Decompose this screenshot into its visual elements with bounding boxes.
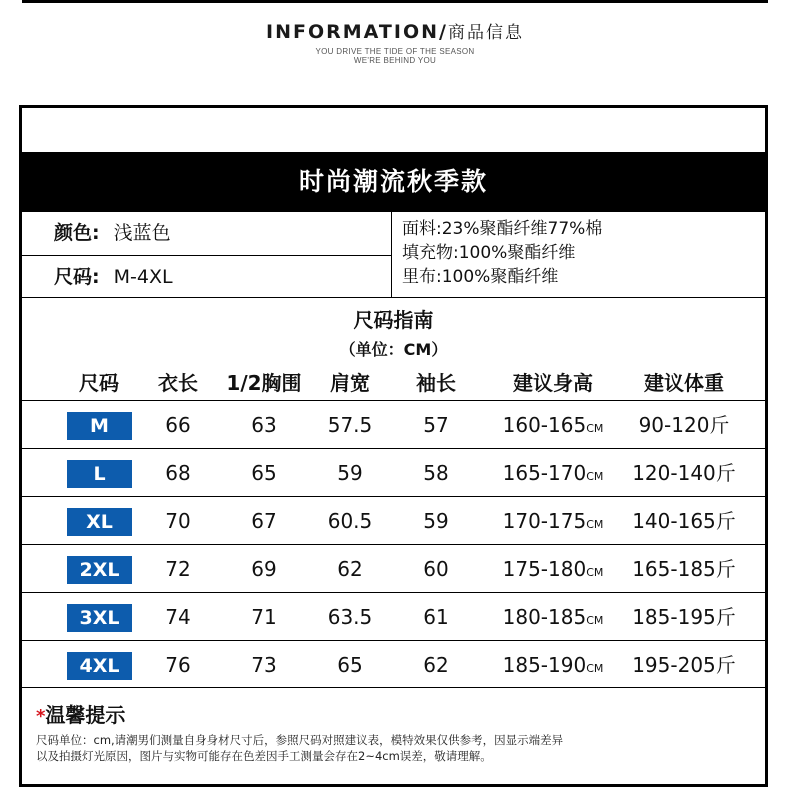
sleeve-cell: 60 [423, 557, 449, 581]
info-left [22, 212, 392, 298]
height-unit: CM [586, 662, 604, 675]
height-cell [493, 497, 613, 549]
height-unit: CM [586, 470, 604, 483]
chest-cell: 73 [251, 653, 277, 677]
table-row [22, 592, 765, 640]
season-banner: 时尚潮流秋季款 [22, 152, 765, 212]
header-length: 衣长 [158, 371, 198, 395]
sleeve-cell: 62 [423, 653, 449, 677]
shoulder-cell: 63.5 [327, 605, 373, 629]
filling-text: 填充物:100%聚酯纤维 [402, 243, 576, 263]
table-row [22, 448, 765, 496]
fabric-text: 面料:23%聚酯纤维77%棉 [402, 219, 603, 239]
tips-section [36, 699, 756, 764]
header [0, 18, 790, 65]
shoulder-cell: 62 [337, 557, 363, 581]
height-value: 185-190 [502, 653, 587, 677]
length-cell: 70 [165, 509, 191, 533]
weight-cell: 90-120斤 [638, 413, 730, 437]
height-value: 175-180 [502, 557, 587, 581]
tips-title [36, 699, 756, 728]
header-title-cn: 商品信息 [447, 23, 524, 43]
size-guide-unit: （单位：CM） [339, 340, 448, 359]
header-sub-line1: YOU DRIVE THE TIDE OF THE SEASON [315, 47, 475, 56]
chest-cell: 65 [251, 461, 277, 485]
chest-cell: 69 [251, 557, 277, 581]
size-badge: L [67, 460, 132, 488]
weight-cell: 165-185斤 [632, 557, 736, 581]
height-cell [493, 545, 613, 597]
header-title [0, 18, 790, 43]
tips-title-text: 温馨提示 [45, 703, 126, 727]
shoulder-cell: 57.5 [327, 413, 373, 437]
table-row [22, 640, 765, 688]
info-section [22, 212, 765, 298]
height-value: 160-165 [502, 413, 587, 437]
chest-cell: 63 [251, 413, 277, 437]
color-label: 颜色: [54, 222, 100, 244]
weight-cell: 120-140斤 [632, 461, 736, 485]
height-unit: CM [586, 614, 604, 627]
chest-cell: 67 [251, 509, 277, 533]
header-sleeve: 袖长 [416, 371, 456, 395]
top-rule [22, 0, 768, 3]
chest-cell: 71 [251, 605, 277, 629]
weight-cell: 185-195斤 [632, 605, 736, 629]
header-weight: 建议体重 [644, 371, 724, 395]
height-cell [493, 641, 613, 693]
header-shoulder: 肩宽 [330, 371, 370, 395]
sleeve-cell: 61 [423, 605, 449, 629]
size-badge: M [67, 412, 132, 440]
size-label: 尺码: [54, 266, 100, 288]
material-info [402, 217, 602, 289]
header-size: 尺码 [79, 371, 119, 395]
sleeve-cell: 59 [423, 509, 449, 533]
lining-text: 里布:100%聚酯纤维 [402, 267, 559, 287]
height-value: 165-170 [502, 461, 587, 485]
table-row [22, 496, 765, 544]
table-row [22, 544, 765, 592]
size-badge: 4XL [67, 652, 132, 680]
header-subtitle [0, 47, 790, 65]
table-row [22, 400, 765, 448]
height-cell [493, 449, 613, 501]
height-value: 170-175 [502, 509, 587, 533]
header-title-en: INFORMATION [266, 21, 439, 43]
color-value: 浅蓝色 [113, 222, 171, 244]
shoulder-cell: 65 [337, 653, 363, 677]
header-title-sep: / [439, 21, 448, 43]
header-height: 建议身高 [513, 371, 593, 395]
shoulder-cell: 59 [337, 461, 363, 485]
tips-body [36, 732, 756, 764]
length-cell: 68 [165, 461, 191, 485]
length-cell: 66 [165, 413, 191, 437]
height-cell [493, 401, 613, 453]
tips-line2: 以及拍摄灯光原因，图片与实物可能存在色差因手工测量会存在2~4cm误差，敬请理解。 [36, 749, 492, 763]
color-row [22, 212, 391, 255]
height-cell [493, 593, 613, 645]
length-cell: 76 [165, 653, 191, 677]
shoulder-cell: 60.5 [327, 509, 373, 533]
size-badge: 3XL [67, 604, 132, 632]
length-cell: 72 [165, 557, 191, 581]
height-unit: CM [586, 518, 604, 531]
sleeve-cell: 58 [423, 461, 449, 485]
height-value: 180-185 [502, 605, 587, 629]
weight-cell: 195-205斤 [632, 653, 736, 677]
size-badge: XL [67, 508, 132, 536]
height-unit: CM [586, 422, 604, 435]
size-range-value: M-4XL [113, 266, 173, 288]
sleeve-cell: 57 [423, 413, 449, 437]
weight-cell: 140-165斤 [632, 509, 736, 533]
size-guide-title: 尺码指南 [353, 308, 434, 332]
size-range-row [22, 255, 391, 298]
header-chest: 1/2胸围 [226, 371, 302, 395]
product-info-card [19, 105, 768, 787]
size-badge: 2XL [67, 556, 132, 584]
header-sub-line2: WE'RE BEHIND YOU [353, 56, 437, 65]
height-unit: CM [586, 566, 604, 579]
length-cell: 74 [165, 605, 191, 629]
tips-line1: 尺码单位：cm,请潮男们测量自身身材尺寸后，参照尺码对照建议表，模特效果仅供参考，因显示端差异 [36, 733, 564, 747]
star-icon: * [36, 706, 46, 727]
size-guide-heading [22, 304, 765, 360]
